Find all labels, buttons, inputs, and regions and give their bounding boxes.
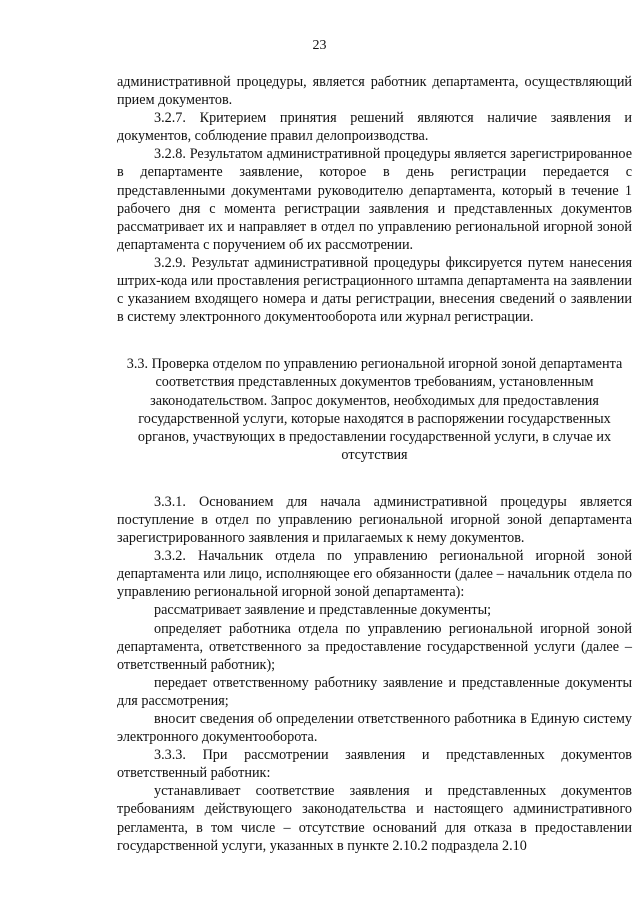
spacer	[117, 326, 632, 355]
paragraph-3-2-9: 3.2.9. Результат административной процедуры фиксируется путем нанесения штрих-кода или проставления регистрационного штампа департамента на заявлении с указанием входящего номера и даты регистрации, внесения сведений о заявлении в систему электронного документооборота или журнал регистрации.	[117, 254, 632, 326]
list-item-3-3-2-d: вносит сведения об определении ответственного работника в Единую систему электронного документооборота.	[117, 711, 632, 746]
page-number: 23	[312, 38, 327, 53]
list-item-3-3-2-a: рассматривает заявление и представленные документы;	[154, 602, 492, 619]
paragraph-continuation: административной процедуры, является работник департамента, осуществляющий прием документов.	[117, 74, 632, 109]
paragraph-3-2-8: 3.2.8. Результатом административной процедуры является зарегистрированное в департаменте заявление, которое в день регистрации передается с представленными документами руководителю департамента, который в течение 1 рабочего дня с момента регистрации заявления и представленных документов рассматривает их и направляет в отдел по управлению региональной игорной зоной департамента с поручением об их рассмотрении.	[117, 146, 632, 253]
paragraph-3-3-2: 3.3.2. Начальник отдела по управлению региональной игорной зоной департамента или лицо, исполняющее его обязанности (далее – начальник отдела по управлению региональной игорной зоной департамента):	[117, 548, 632, 601]
spacer	[117, 464, 632, 493]
list-item-3-3-2-c: передает ответственному работнику заявление и представленные документы для рассмотрения;	[117, 674, 632, 709]
list-item-3-3-2-b: определяет работника отдела по управлению региональной игорной зоной департамента, ответственного за предоставление государственной услуги (далее – ответственный работник);	[117, 620, 632, 673]
list-item-3-3-3-a: устанавливает соответствие заявления и представленных документов требованиям действующего законодательства и настоящего административного регламента, в том числе – отсутствие оснований для отказа в предоставлении государственной услуги, указанных в пункте 2.10.2 подраздела 2.10	[117, 783, 632, 854]
paragraph-3-3-3: 3.3.3. При рассмотрении заявления и представленных документов ответственный работник:	[117, 747, 632, 782]
document-body	[117, 73, 632, 855]
paragraph-3-3-1: 3.3.1. Основанием для начала административной процедуры является поступление в отдел по управлению региональной игорной зоной департамента зарегистрированного заявления и прилагаемых к нему документов.	[117, 493, 632, 547]
section-heading-3-3: 3.3. Проверка отделом по управлению региональной игорной зоной департамента соответствия представленных документов требованиям, установленным законодательством. Запрос документов, необходимых для предоставления государственной услуги, которые находятся в распоряжении государственных органов, участвующих в предоставлении государственной услуги, в случае их отсутствия	[126, 356, 623, 463]
paragraph-3-2-7: 3.2.7. Критерием принятия решений являются наличие заявления и документов, соблюдение правил делопроизводства.	[117, 110, 632, 145]
